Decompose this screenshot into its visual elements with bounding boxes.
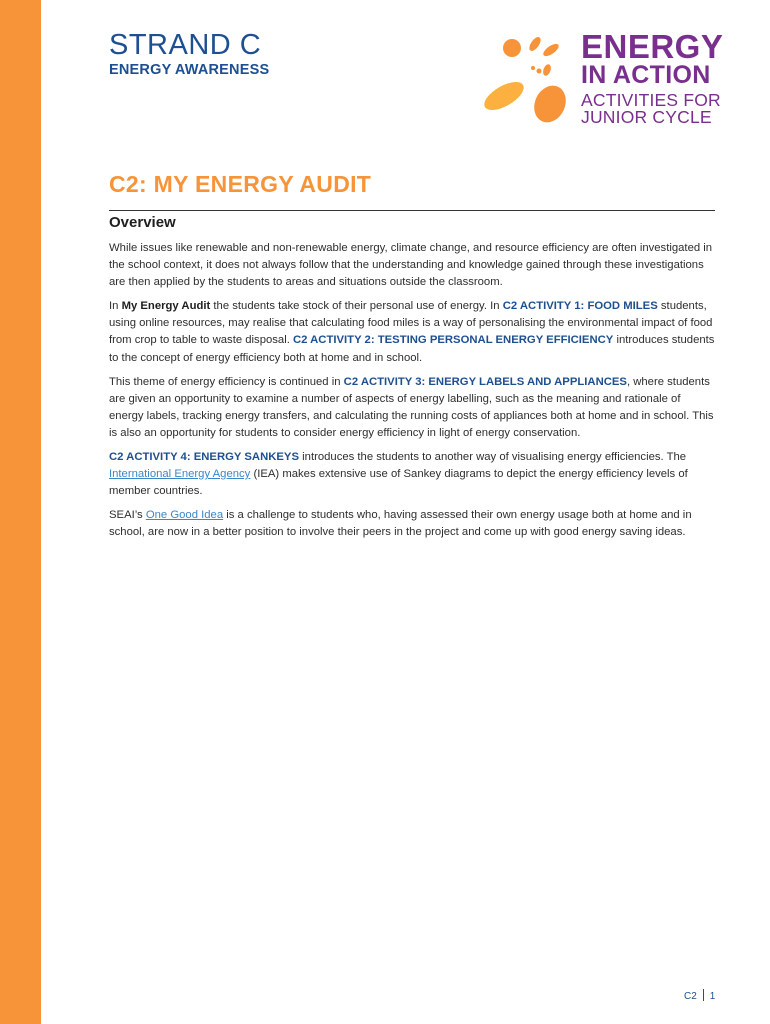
paragraph-1: While issues like renewable and non-renewable energy, climate change, and resource efficiency are often investigated in the school context, it does not always follow that the understanding and knowledge gained through these investigations are then applied by the students to areas and situations outside the classroom. — [109, 242, 713, 289]
text-run: the students take stock of their personal use of energy. In — [210, 300, 503, 313]
paragraph-2 — [109, 298, 717, 366]
text-run: is a challenge to students who, having assessed their own energy usage both at home and in school, are now in a better position to involve their peers in the project and come up with good energy saving ideas. — [109, 509, 692, 539]
activity-3-ref: C2 ACTIVITY 3: ENERGY LABELS AND APPLIANCES — [343, 375, 627, 388]
page-number: 1 — [709, 991, 716, 1002]
activity-2-ref: C2 ACTIVITY 2: TESTING PERSONAL ENERGY EFFICIENCY — [292, 334, 614, 347]
activity-1-ref: C2 ACTIVITY 1: FOOD MILES — [502, 300, 658, 313]
iea-link[interactable]: International Energy Agency — [109, 468, 251, 481]
strand-title: STRAND C — [109, 29, 262, 61]
text-run: introduces the students to another way of visualising energy efficiencies. The — [299, 451, 687, 464]
text-run: In — [109, 300, 122, 313]
logo-energy-text: ENERGY — [581, 28, 724, 65]
my-energy-audit-term: My Energy Audit — [121, 300, 211, 313]
logo-tagline-1: ACTIVITIES FOR — [581, 90, 721, 110]
section-heading: Overview — [109, 214, 176, 231]
text-run: , where students are given an opportunity to examine a number of aspects of energy labelling, such as the meaning and rationale of energy labels, tracking energy transfers, and calculating the running costs of appliances both at home and in school. This is also an opportunity for students to consider energy efficiency in light of energy conservation. — [109, 375, 714, 439]
one-good-idea-link[interactable]: One Good Idea — [145, 509, 224, 522]
text-run: This theme of energy efficiency is continued in — [109, 375, 344, 388]
text-run: SEAI’s — [109, 509, 146, 522]
text-run: students, using online resources, may realise that calculating food miles is a way of personalising the environmental impact of food from crop to table to waste disposal. — [109, 300, 713, 347]
page-title: C2: MY ENERGY AUDIT — [109, 171, 372, 197]
paragraph-5 — [109, 507, 717, 541]
strand-subtitle: ENERGY AWARENESS — [109, 62, 270, 78]
overview-body — [109, 240, 717, 549]
logo-tagline-2: JUNIOR CYCLE — [581, 107, 712, 127]
page-footer — [684, 989, 715, 1004]
paragraph-4 — [109, 449, 717, 500]
sun-burst-icon — [476, 30, 576, 126]
text-run: introduces students to the concept of energy efficiency both at home and in school. — [109, 334, 715, 364]
paragraph-3 — [109, 374, 717, 442]
text-run: (IEA) makes extensive use of Sankey diagrams to depict the energy efficiency levels of member countries. — [109, 468, 688, 498]
orange-side-bar — [0, 0, 41, 1024]
activity-4-ref: C2 ACTIVITY 4: ENERGY SANKEYS — [109, 451, 300, 464]
heading-rule — [109, 210, 715, 211]
footer-section: C2 — [684, 991, 697, 1002]
logo-in-action-text: IN ACTION — [581, 61, 711, 89]
energy-in-action-logo — [476, 30, 726, 130]
footer-divider — [703, 989, 704, 1001]
